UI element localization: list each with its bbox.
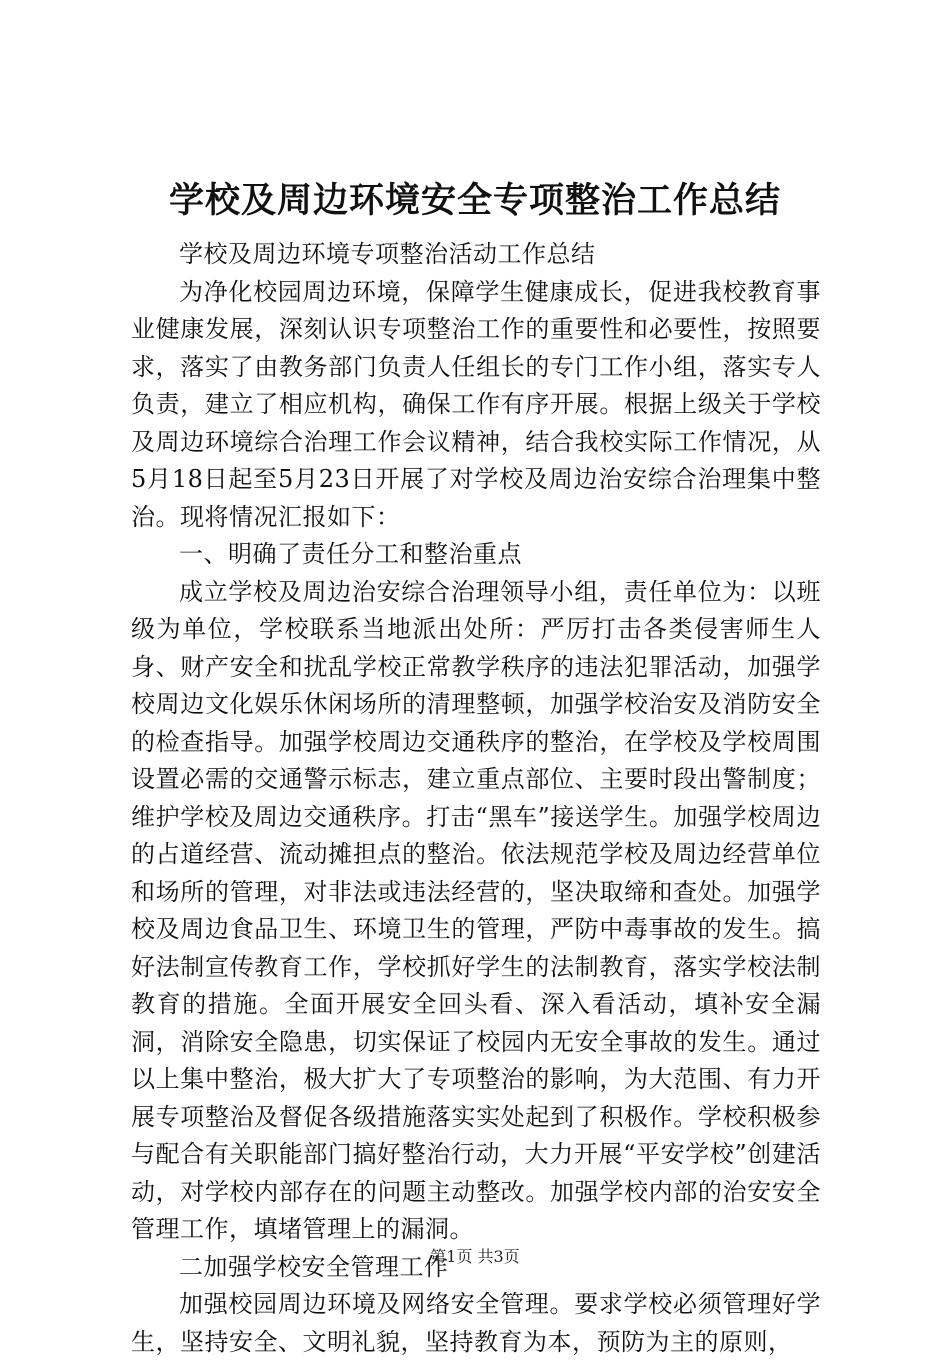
document-body [131, 236, 821, 1361]
document-title: 学校及周边环境安全专项整治工作总结 [168, 180, 781, 221]
section-2-paragraph: 加强校园周边环境及网络安全管理。要求学校必须管理好学生，坚持安全、文明礼貌，坚持教育为本，预防为主的原则， [131, 1290, 821, 1356]
page-footer: 第1页 共3页 [430, 1247, 520, 1266]
section-1-paragraph: 成立学校及周边治安综合治理领导小组，责任单位为：以班级为单位，学校联系当地派出处所：严厉打击各类侵害师生人身、财产安全和扰乱学校正常教学秩序的违法犯罪活动，加强学校周边文化娱乐休闲场所的清理整顿，加强学校治安及消防安全的检查指导。加强学校周边交通秩序的整治，在学校及学校周围设置必需的交通警示标志，建立重点部位、主要时段出警制度；维护学校及周边交通秩序。打击“黑车”接送学生。加强学校周边的占道经营、流动摊担点的整治。依法规范学校及周边经营单位和场所的管理，对非法或违法经营的，坚决取缔和查处。加强学校及周边食品卫生、环境卫生的管理，严防中毒事故的发生。搞好法制宣传教育工作，学校抓好学生的法制教育，落实学校法制教育的措施。全面开展安全回头看、深入看活动，填补安全漏洞，消除安全隐患，切实保证了校园内无安全事故的发生。通过以上集中整治，极大扩大了专项整治的影响，为大范围、有力开展专项整治及督促各级措施落实实处起到了积极作。学校积极参与配合有关职能部门搞好整治行动，大力开展“平安学校”创建活动，对学校内部存在的问题主动整改。加强学校内部的治安安全管理工作，填堵管理上的漏洞。 [131, 577, 821, 1243]
section-heading-2: 二加强学校安全管理工作 [179, 1252, 449, 1281]
section-heading-1: 一、明确了责任分工和整治重点 [179, 540, 522, 568]
subtitle-paragraph: 学校及周边环境专项整治活动工作总结 [179, 240, 596, 268]
intro-paragraph: 为净化校园周边环境，保障学生健康成长，促进我校教育事业健康发展，深刻认识专项整治工作的重要性和必要性，按照要求，落实了由教务部门负责人任组长的专门工作小组，落实专人负责，建立了相应机构，确保工作有序开展。根据上级关于学校及周边环境综合治理工作会议精神，结合我校实际工作情况，从5月18日起至5月23日开展了对学校及周边治安综合治理集中整治。现将情况汇报如下： [131, 277, 821, 531]
